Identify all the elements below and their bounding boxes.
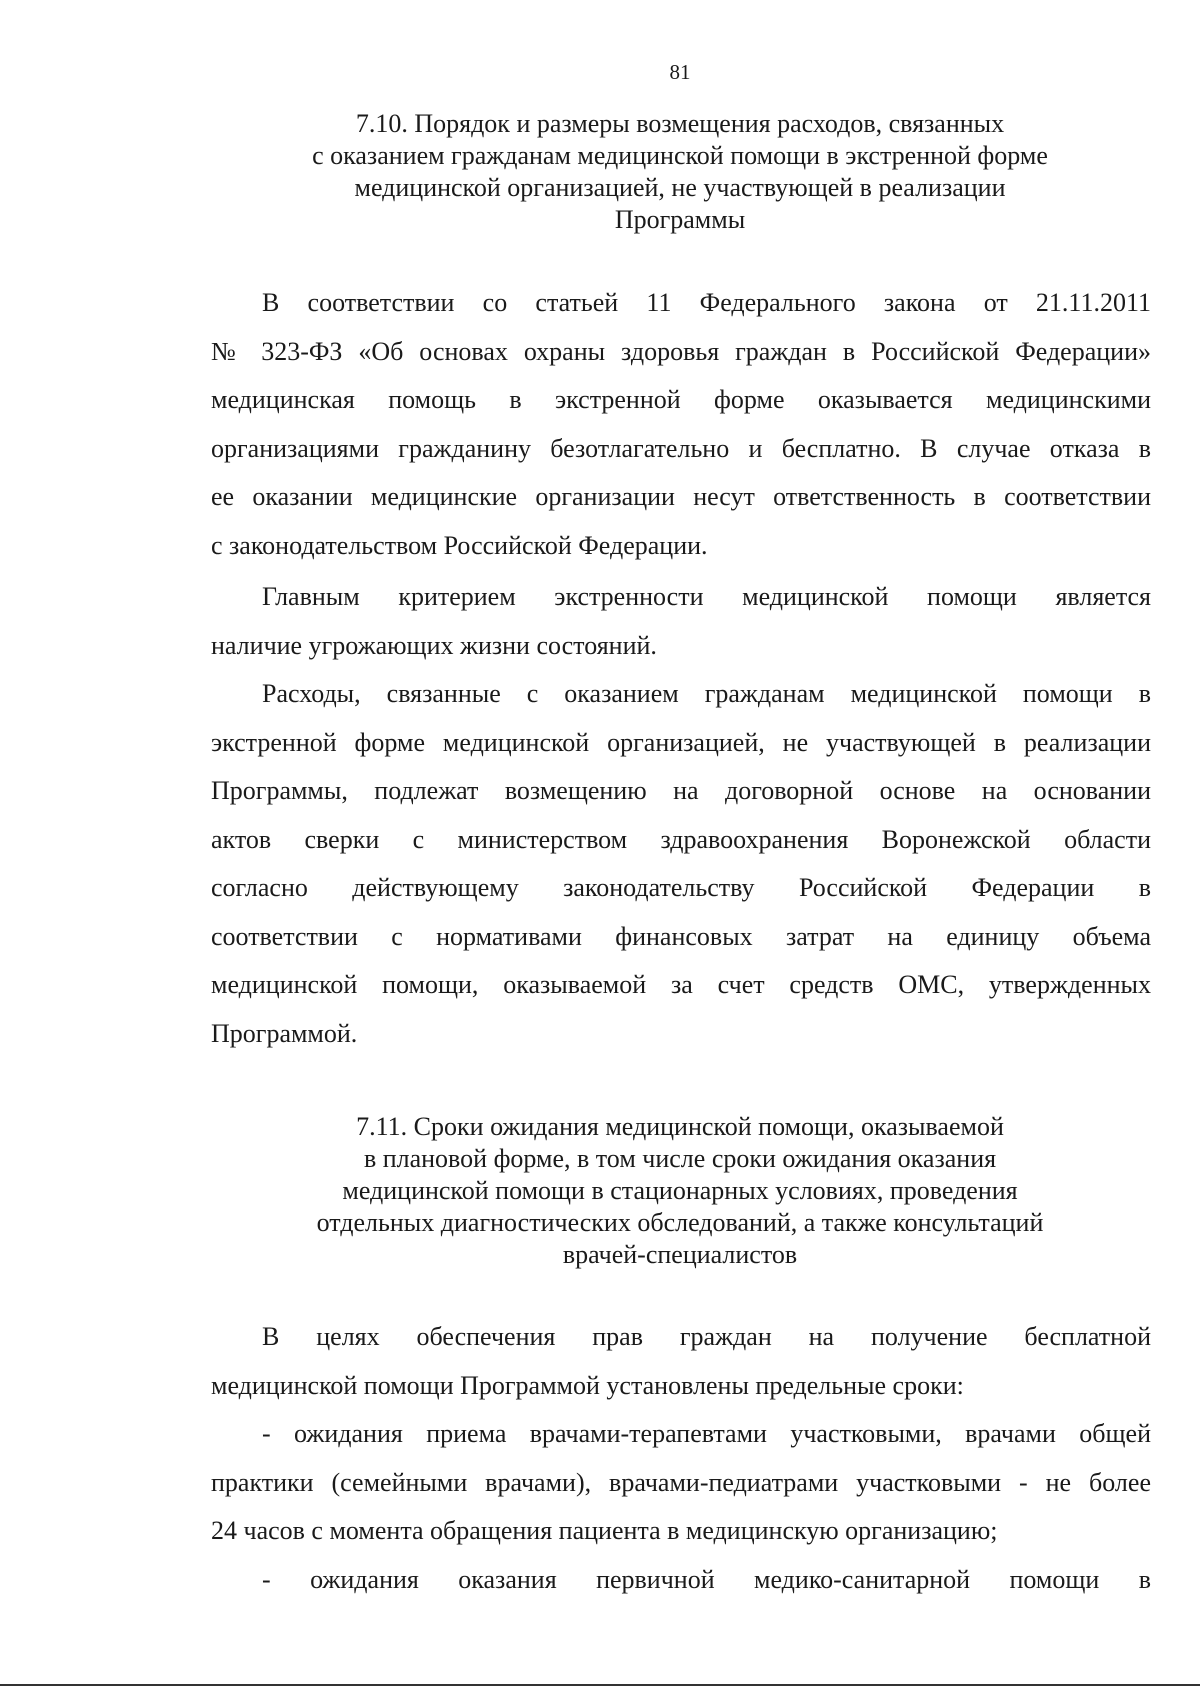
text-line: 24 часов с момента обращения пациента в медицинскую организацию; [211,1516,998,1545]
text-line: В соответствии со статьей 11 Федерального закона от 21.11.2011 [262,288,1151,317]
text-line: с законодательством Российской Федерации. [211,530,708,560]
page-number: 81 [669,60,691,84]
paragraph-primary-care-wait [211,1556,1151,1605]
paragraph-emergency-criterion [211,573,1151,670]
text-line: экстренной форме медицинской организацией, не участвующей в реализации [211,727,1151,757]
heading-line: Программы [614,205,746,234]
text-line: медицинской помощи, оказываемой за счет средств ОМС, утвержденных [211,970,1151,999]
text-line: согласно действующему законодательству Российской Федерации в [211,873,1151,902]
paragraph-therapist-wait [211,1410,1151,1556]
paragraph-reimbursement [211,670,1151,1058]
text-line: ее оказании медицинские организации несут ответственность в соответствии [211,482,1151,511]
page-bottom-rule [0,1684,1200,1686]
heading-line: медицинской организацией, не участвующей в реализации [354,173,1006,202]
section-7-11-heading [250,1111,1110,1271]
text-line: - ожидания приема врачами-терапевтами участковыми, врачами общей [262,1419,1151,1448]
heading-line: медицинской помощи в стационарных условиях, проведения [342,1176,1018,1205]
text-line: Расходы, связанные с оказанием гражданам медицинской помощи в [262,679,1151,708]
text-line: практики (семейными врачами), врачами-педиатрами участковыми - не более [211,1467,1151,1497]
heading-line: 7.10. Порядок и размеры возмещения расходов, связанных [355,109,1005,138]
text-line: медицинской помощи Программой установлены предельные сроки: [211,1370,964,1400]
text-line: В целях обеспечения прав граждан на получение бесплатной [262,1322,1151,1351]
text-line: Программы, подлежат возмещению на договорной основе на основании [211,776,1151,805]
paragraph-legal-basis [211,279,1151,570]
section-7-10-heading [250,108,1110,236]
paragraph-max-terms [211,1313,1151,1410]
heading-line: с оказанием гражданам медицинской помощи в экстренной форме [312,141,1048,170]
heading-line: 7.11. Сроки ожидания медицинской помощи, оказываемой [356,1112,1004,1141]
text-line: наличие угрожающих жизни состояний. [211,630,657,660]
text-line: соответствии с нормативами финансовых затрат на единицу объема [211,921,1151,951]
text-line: организациями гражданину безотлагательно и бесплатно. В случае отказа в [211,433,1151,463]
text-line: медицинская помощь в экстренной форме оказывается медицинскими [211,385,1151,414]
text-line: № 323-ФЗ «Об основах охраны здоровья граждан в Российской Федерации» [211,336,1151,366]
text-line: Программой. [211,1018,358,1048]
heading-line: в плановой форме, в том числе сроки ожидания оказания [363,1144,997,1173]
heading-line: отдельных диагностических обследований, а также консультаций [316,1208,1044,1237]
heading-line: врачей-специалистов [562,1240,798,1269]
text-line: - ожидания оказания первичной медико-санитарной помощи в [262,1565,1151,1594]
text-line: актов сверки с министерством здравоохранения Воронежской области [211,824,1151,854]
text-line: Главным критерием экстренности медицинской помощи является [262,582,1151,611]
